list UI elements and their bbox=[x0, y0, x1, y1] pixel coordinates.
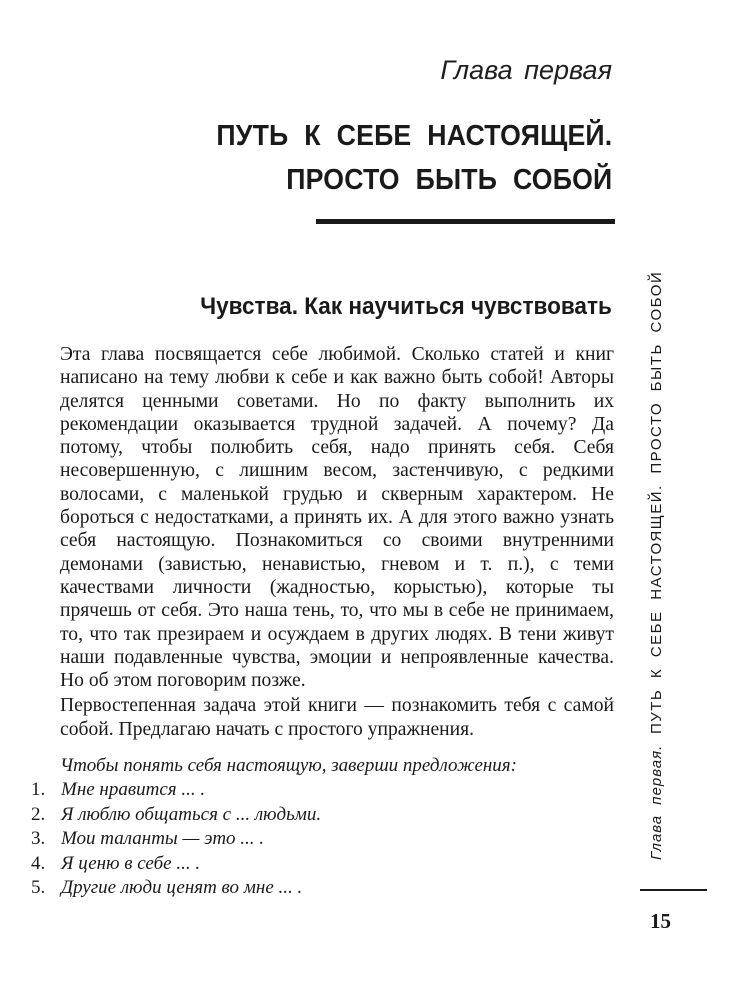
list-item bbox=[31, 778, 591, 802]
list-item bbox=[31, 852, 591, 876]
chapter-title-line-1: ПУТЬ К СЕБЕ НАСТОЯЩЕЙ. bbox=[216, 120, 612, 152]
list-item-text: Мне нравится ... . bbox=[61, 779, 206, 801]
list-item bbox=[31, 803, 591, 827]
body-text bbox=[60, 343, 614, 741]
section-heading: Чувства. Как научиться чувствовать bbox=[200, 293, 612, 320]
chapter-title bbox=[216, 114, 612, 202]
running-header bbox=[648, 270, 665, 860]
exercise-block bbox=[31, 754, 591, 900]
page-number-rule bbox=[640, 889, 707, 891]
list-item bbox=[31, 876, 591, 900]
chapter-label: Глава первая bbox=[440, 55, 612, 85]
running-header-chapter: Глава первая. bbox=[648, 744, 665, 860]
paragraph-1: Эта глава посвящается себе любимой. Сколько статей и книг написано на тему любви к себе и как важно быть собой! Авторы делятся ценными советами. Но по факту выполнить их рекомендации оказывается трудной задачей. А почему? Да потому, чтобы полюбить себя, надо принять себя. Себя несовершенную, с лишним весом, застенчивую, с редкими волосами, с маленькой грудью и скверным характером. Не бороться с недостатками, а принять их. А для этого важно узнать себя настоящую. Познакомиться со своими внутренними демонами (завистью, ненавистью, гневом и т. п.), с теми качествами личности (жадностью, корыстью), которые ты прячешь от себя. Это наша тень, то, что мы в себе не принимаем, то, что так презираем и осуждаем в других людях. В тени живут наши подавленные чувства, эмоции и непроявленные качества. Но об этом поговорим позже. bbox=[60, 344, 614, 692]
paragraph-2: Первостепенная задача этой книги — познакомить тебя с самой собой. Предлагаю начать с простого упражнения. bbox=[60, 695, 614, 740]
list-item-number: 1. bbox=[31, 779, 46, 801]
list-item-text: Мои таланты — это ... . bbox=[61, 828, 265, 850]
chapter-title-line-2: ПРОСТО БЫТЬ СОБОЙ bbox=[285, 164, 612, 196]
list-item bbox=[31, 827, 591, 851]
running-header-title: ПУТЬ К СЕБЕ НАСТОЯЩЕЙ. ПРОСТО БЫТЬ СОБОЙ bbox=[648, 270, 665, 735]
list-item-text: Я ценю в себе ... . bbox=[61, 852, 201, 874]
list-item-text: Другие люди ценят во мне ... . bbox=[61, 877, 303, 899]
chapter-divider bbox=[316, 219, 615, 224]
list-item-number: 5. bbox=[31, 877, 46, 899]
list-item-number: 4. bbox=[31, 852, 46, 874]
list-item-number: 3. bbox=[31, 828, 46, 850]
page-number: 15 bbox=[650, 909, 671, 933]
list-item-number: 2. bbox=[31, 803, 46, 825]
list-item-text: Я люблю общаться с ... людьми. bbox=[61, 803, 322, 825]
exercise-intro: Чтобы понять себя настоящую, заверши предложения: bbox=[60, 755, 517, 776]
